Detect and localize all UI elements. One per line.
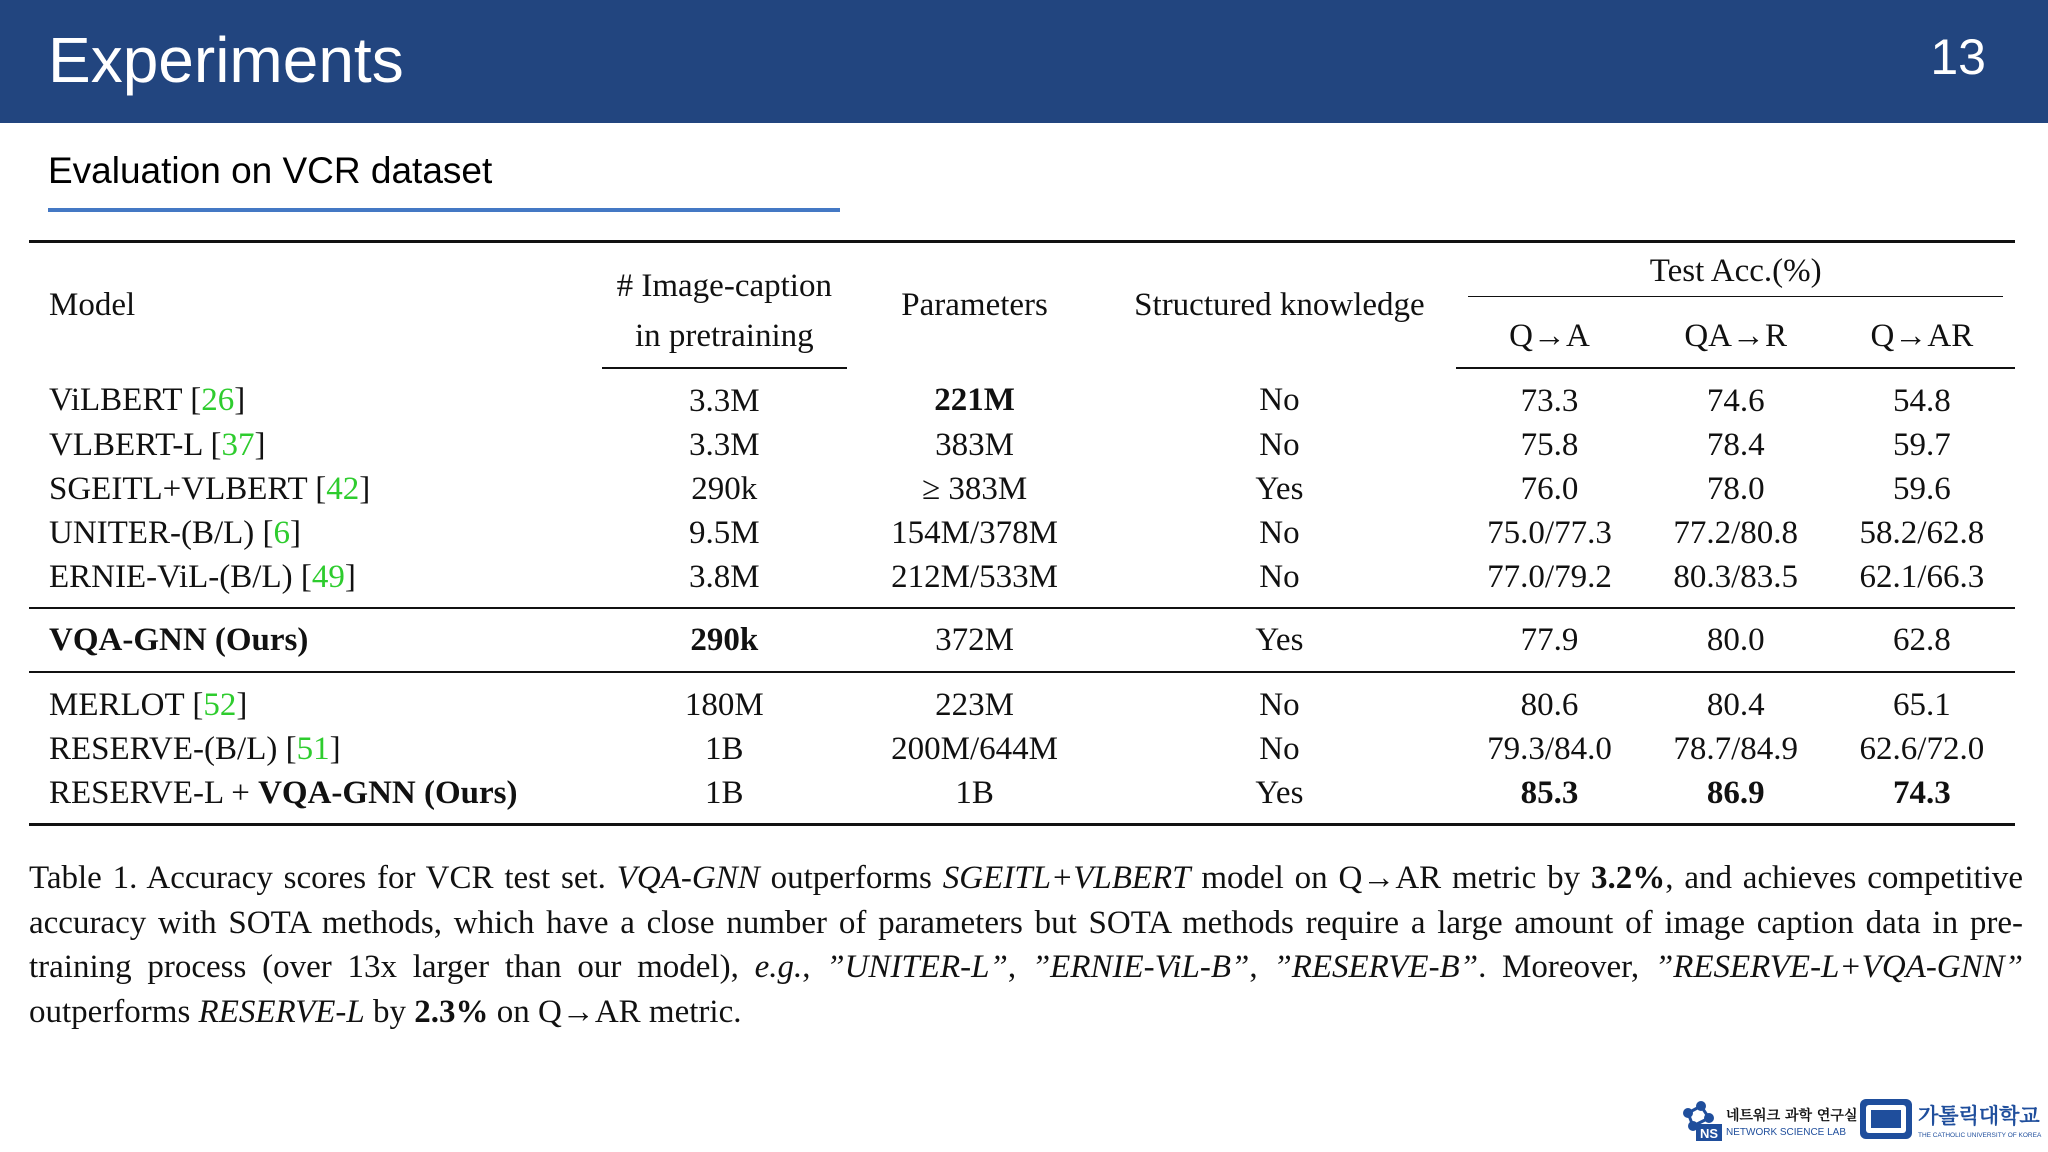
caption-italic: ”RESERVE-B” [1273, 949, 1479, 985]
cell-captions: 3.3M [688, 382, 760, 419]
bracket: ] [329, 730, 341, 767]
header-structured-knowledge: Structured knowledge [1102, 242, 1456, 369]
cell-q-ar: 62.1/66.3 [1859, 558, 1985, 595]
cell-sk: No [1259, 426, 1300, 463]
cell-sk: No [1259, 730, 1300, 767]
header-model: Model [29, 242, 602, 369]
caption-italic: SGEITL+VLBERT [942, 860, 1191, 896]
cell-qar: 80.4 [1643, 672, 1829, 727]
model-name: VLBERT-L [49, 426, 211, 463]
caption-text: , [802, 949, 827, 985]
table-row [29, 555, 2015, 608]
q-ar-value: 74.3 [1893, 774, 1951, 811]
caption-italic: e.g. [754, 949, 803, 985]
logo-korean-name: 가톨릭대학교 [1918, 1104, 2040, 1128]
model-name: MERLOT [49, 686, 193, 723]
cell-qa: 75.8 [1520, 426, 1579, 463]
citation-link[interactable]: 26 [201, 382, 235, 418]
table-row [29, 511, 2015, 555]
cell-params: ≥ 383M [921, 470, 1028, 507]
cell-qar: 80.3/83.5 [1673, 558, 1799, 595]
table-row [29, 467, 2015, 511]
cell-model [29, 368, 602, 423]
logo-korean-name: 네트워크 과학 연구실 [1726, 1108, 1858, 1124]
cell-sk: Yes [1102, 608, 1456, 672]
table-row [29, 423, 2015, 467]
captions-value: 290k [690, 621, 759, 658]
cell-q-ar: 59.7 [1893, 426, 1951, 463]
cell-q-ar: 59.6 [1893, 470, 1951, 507]
qar-value: 86.9 [1706, 774, 1765, 811]
cell-params: 212M/533M [891, 558, 1058, 595]
cell-q-ar [1829, 771, 2015, 825]
cell-captions: 9.5M [688, 514, 760, 551]
caption-italic: VQA-GNN [616, 860, 760, 896]
cell-qa: 77.9 [1456, 608, 1642, 672]
cell-qar: 77.2/80.8 [1673, 514, 1799, 551]
cell-params: 383M [935, 426, 1014, 463]
cell-params: 154M/378M [891, 514, 1058, 551]
bracket: ] [359, 470, 371, 507]
bracket: ] [236, 686, 248, 723]
results-table [29, 240, 2015, 826]
citation-link[interactable]: 51 [296, 730, 330, 767]
table-header-row [29, 242, 2015, 306]
cell-params [847, 368, 1103, 423]
caption-text: , [1007, 949, 1032, 985]
cell-qar: 78.7/84.9 [1673, 730, 1799, 767]
cell-sk: No [1259, 558, 1300, 595]
qa-value: 85.3 [1520, 774, 1579, 811]
logo-emblem-core [1871, 1110, 1901, 1128]
caption-text: on Q→AR metric. [488, 993, 742, 1030]
bracket: [ [190, 382, 202, 418]
params-value: 221M [934, 382, 1015, 418]
page-number: 13 [1930, 29, 1986, 85]
cell-q-ar: 65.1 [1829, 672, 2015, 727]
table-row [29, 771, 2015, 825]
caption-text: , [1249, 949, 1274, 985]
table-row [29, 672, 2015, 727]
caption-bold: 3.2% [1590, 860, 1666, 896]
caption-text: model on Q→AR metric by [1190, 860, 1591, 896]
cell-captions: 290k [691, 470, 758, 507]
model-name: ERNIE-ViL-(B/L) [49, 558, 301, 595]
bracket: [ [285, 730, 297, 767]
logo-english-name: THE CATHOLIC UNIVERSITY OF KOREA [1918, 1132, 2042, 1139]
cell-q-ar: 54.8 [1893, 382, 1951, 419]
cell-model [29, 467, 602, 511]
caption-text: Table 1. Accuracy scores for VCR test set. [29, 860, 617, 896]
cell-qa: 77.0/79.2 [1487, 558, 1612, 595]
header-q-ar: Q→AR [1829, 305, 2015, 368]
logo-badge-text: NS [1699, 1126, 1719, 1141]
cell-sk: No [1102, 672, 1456, 727]
network-science-lab-logo [1676, 1098, 1858, 1142]
cell-qa: 76.0 [1520, 470, 1579, 507]
header-parameters: Parameters [847, 242, 1103, 369]
cell-sk: Yes [1102, 771, 1456, 825]
model-name: VQA-GNN (Ours) [49, 621, 309, 658]
caption-text: by [364, 993, 415, 1030]
cell-params: 372M [847, 608, 1103, 672]
cell-model [29, 511, 602, 555]
cell-captions: 3.8M [688, 558, 760, 595]
model-name: RESERVE-(B/L) [49, 730, 286, 767]
model-name: ViLBERT [49, 382, 191, 418]
cell-captions [602, 608, 847, 672]
cell-model [29, 555, 602, 608]
cell-qar: 78.4 [1706, 426, 1765, 463]
cell-model [29, 672, 602, 727]
cell-sk: Yes [1255, 470, 1304, 507]
cell-q-ar: 58.2/62.8 [1859, 514, 1985, 551]
cell-qar [1643, 771, 1829, 825]
model-name: SGEITL+VLBERT [49, 470, 316, 507]
bracket: [ [210, 426, 222, 463]
cell-qa [1456, 771, 1642, 825]
caption-text: outperforms [29, 993, 199, 1030]
cell-q-ar: 62.6/72.0 [1859, 730, 1985, 767]
header-qa-r: QA→R [1643, 305, 1829, 368]
caption-text: , and achieves competitive accuracy with SOTA methods, which have a close number of parameters but SOTA methods require a large amount of image caption data in pre-training process (over 13x larger than our model), [29, 860, 2024, 985]
slide-title: Experiments [48, 24, 404, 96]
cell-model [29, 423, 602, 467]
slide-subtitle: Evaluation on VCR dataset [48, 150, 493, 191]
cell-model [29, 771, 602, 825]
bracket: [ [262, 514, 274, 551]
cell-model [29, 608, 602, 672]
cell-q-ar: 62.8 [1829, 608, 2015, 672]
caption-text: . Moreover, [1478, 949, 1655, 985]
bracket: ] [290, 514, 302, 551]
table-caption [29, 856, 2023, 1034]
cell-qar: 80.0 [1643, 608, 1829, 672]
caption-text: outperforms [759, 860, 943, 896]
cell-qar: 78.0 [1706, 470, 1765, 507]
cell-sk: No [1259, 514, 1300, 551]
bracket: ] [234, 382, 246, 418]
table-row [29, 368, 2015, 423]
caption-italic: RESERVE-L [198, 993, 365, 1030]
subtitle-underline [48, 208, 840, 212]
header-q-a: Q→A [1456, 305, 1642, 368]
citation-link[interactable]: 42 [326, 470, 360, 507]
cell-params: 223M [847, 672, 1103, 727]
table-row [29, 727, 2015, 771]
cell-params: 1B [847, 771, 1103, 825]
citation-link[interactable]: 49 [311, 558, 345, 595]
cell-captions: 1B [602, 771, 847, 825]
citation-link[interactable]: 37 [221, 426, 255, 463]
cell-qar: 74.6 [1706, 382, 1765, 419]
header-test-acc [1456, 242, 2015, 306]
test-acc-label: Test Acc.(%) [1468, 253, 2003, 297]
cell-model [29, 727, 602, 771]
cell-captions: 180M [602, 672, 847, 727]
model-name: RESERVE-L + [49, 774, 259, 811]
caption-italic: ”ERNIE-ViL-B” [1031, 949, 1250, 985]
bracket: [ [300, 558, 312, 595]
catholic-university-logo [1858, 1096, 2042, 1142]
bracket: ] [254, 426, 266, 463]
header-image-caption-line1: # Image-caption [602, 242, 847, 306]
model-name-bold: VQA-GNN (Ours) [258, 774, 518, 811]
table-row-ours [29, 608, 2015, 672]
cell-captions: 1B [705, 730, 744, 767]
bracket: [ [315, 470, 327, 507]
cell-sk: No [1259, 382, 1300, 418]
bracket: [ [192, 686, 204, 723]
citation-link[interactable]: 52 [203, 686, 237, 723]
caption-italic: ”RESERVE-L+VQA-GNN” [1654, 949, 2024, 985]
slide-header [0, 0, 2048, 123]
caption-bold: 2.3% [414, 993, 489, 1030]
caption-italic: ”UNITER-L” [826, 949, 1008, 985]
cell-qa: 80.6 [1456, 672, 1642, 727]
cell-qa: 73.3 [1520, 382, 1579, 419]
cell-qa: 75.0/77.3 [1487, 514, 1612, 551]
logo-english-name: NETWORK SCIENCE LAB [1726, 1127, 1847, 1138]
model-name: UNITER-(B/L) [49, 514, 263, 551]
cell-captions: 3.3M [688, 426, 760, 463]
cell-qa: 79.3/84.0 [1487, 730, 1612, 767]
cell-params: 200M/644M [891, 730, 1058, 767]
header-image-caption-line2: in pretraining [602, 305, 847, 368]
bracket: ] [344, 558, 356, 595]
citation-link[interactable]: 6 [273, 514, 291, 551]
